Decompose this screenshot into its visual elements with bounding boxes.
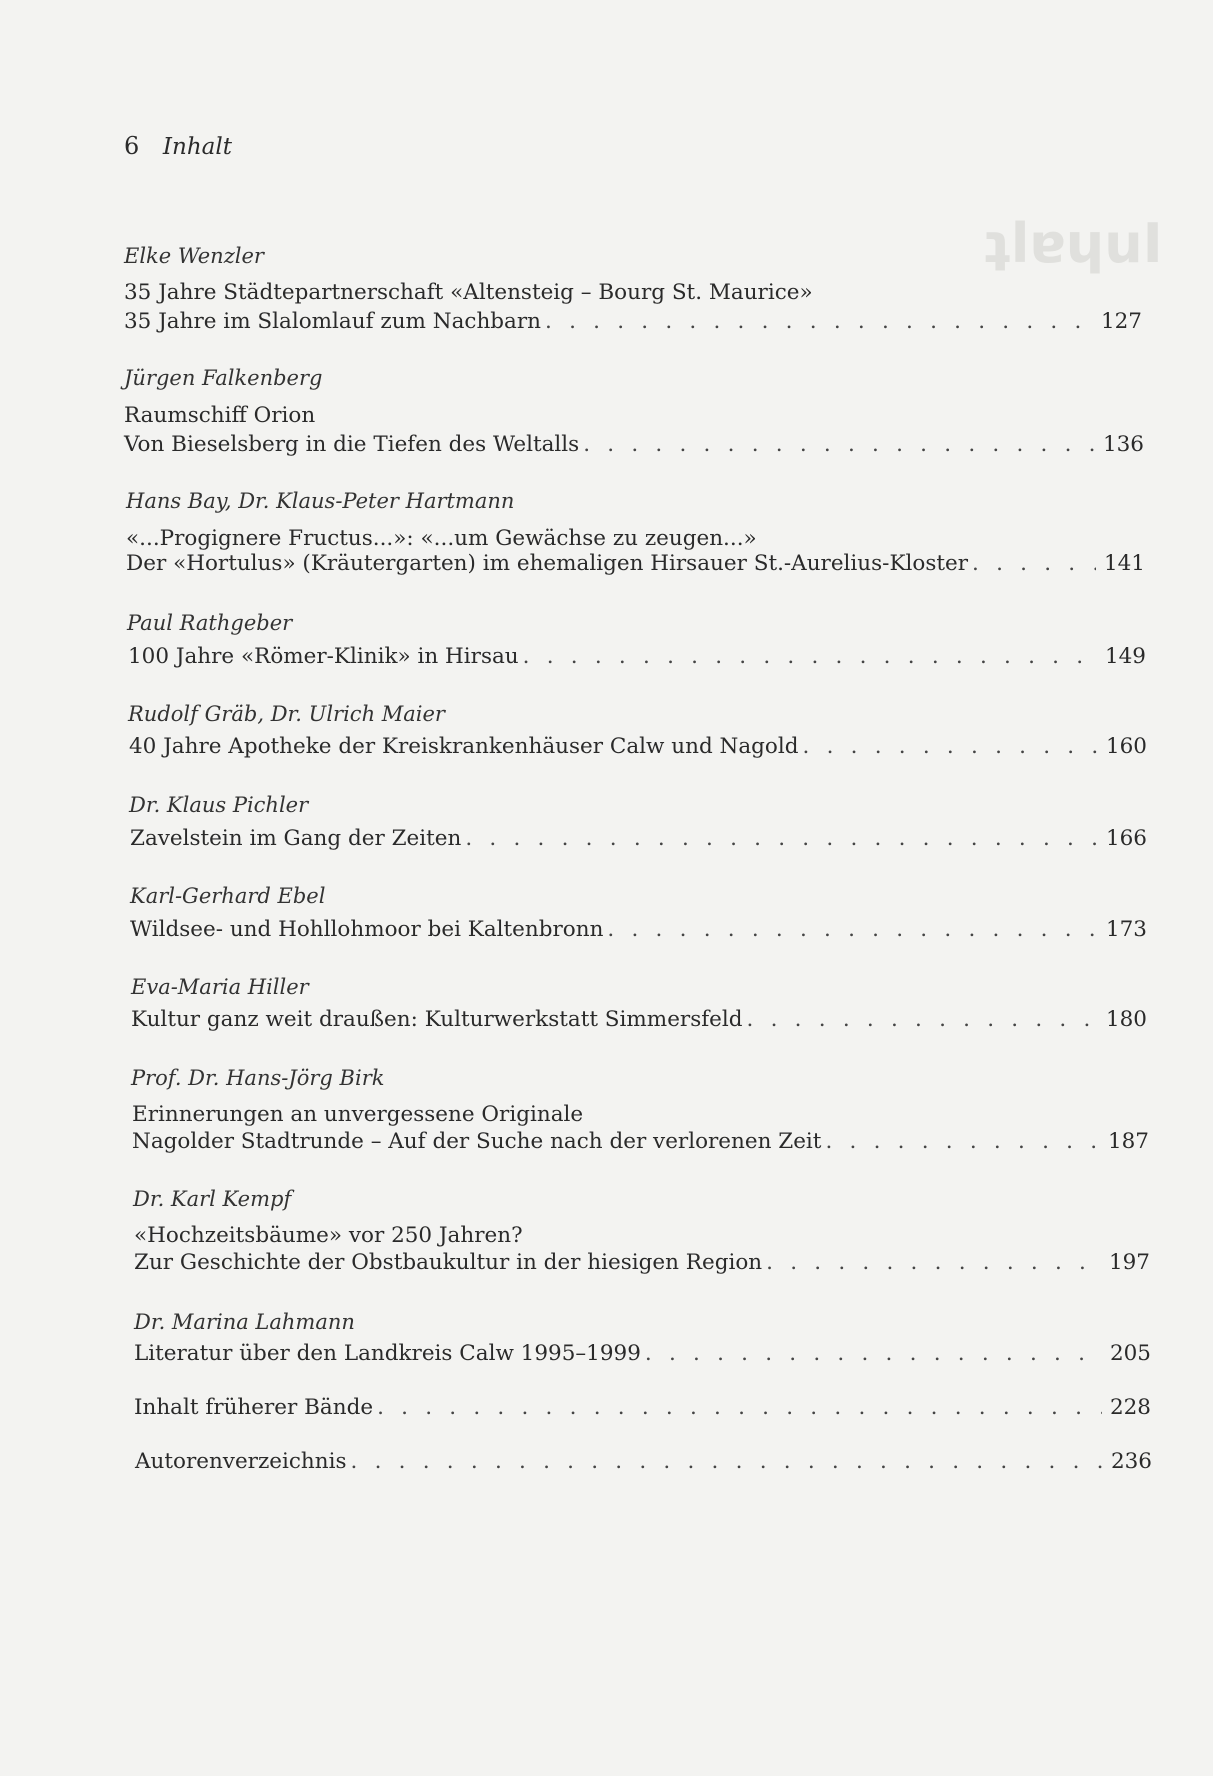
leader-dots — [803, 734, 1098, 759]
entry-title: Inhalt früherer Bände — [134, 1395, 374, 1420]
entry-author: Karl-Gerhard Ebel — [130, 884, 326, 908]
leader-dots — [645, 1341, 1102, 1366]
entry-page: 173 — [1105, 917, 1147, 942]
entry-title: Zur Geschichte der Obstbaukultur in der hiesigen Region — [134, 1250, 763, 1275]
toc-line-author-index[interactable] — [135, 1449, 1152, 1474]
entry-page: 205 — [1109, 1341, 1151, 1366]
entry-page: 166 — [1105, 826, 1147, 851]
entry-title: Kultur ganz weit draußen: Kulturwerkstatt Simmersfeld — [131, 1007, 743, 1032]
entry-title: 35 Jahre im Slalomlauf zum Nachbarn — [124, 309, 541, 334]
entry-title: Nagolder Stadtrunde – Auf der Suche nach der verlorenen Zeit — [132, 1129, 822, 1154]
entry-title: Zavelstein im Gang der Zeiten — [130, 826, 462, 851]
toc-line[interactable] — [124, 432, 1144, 457]
toc-line[interactable] — [128, 644, 1146, 669]
page-number: 6 — [124, 132, 140, 160]
entry-page: 160 — [1105, 734, 1147, 759]
entry-author: Elke Wenzler — [124, 244, 264, 268]
entry-title: 100 Jahre «Römer-Klinik» in Hirsau — [128, 644, 519, 669]
entry-page: 136 — [1102, 432, 1144, 457]
toc-line[interactable] — [132, 1129, 1149, 1154]
entry-title: Der «Hortulus» (Kräutergarten) im ehemaligen Hirsauer St.-Aurelius-Kloster — [126, 551, 969, 576]
section-title: Inhalt — [162, 134, 232, 160]
entry-page: 187 — [1107, 1129, 1149, 1154]
entry-author: Eva-Maria Hiller — [131, 975, 309, 999]
entry-subtitle: Erinnerungen an unvergessene Originale — [132, 1102, 584, 1127]
entry-author: Hans Bay, Dr. Klaus-Peter Hartmann — [126, 489, 515, 513]
leader-dots — [545, 309, 1093, 334]
bleed-through-heading: ʇlɐɥuI — [985, 212, 1163, 275]
entry-title: Von Bieselsberg in die Tiefen des Weltalls — [124, 432, 580, 457]
leader-dots — [747, 1007, 1098, 1032]
running-header — [124, 132, 232, 160]
entry-author: Paul Rathgeber — [127, 611, 293, 635]
leader-dots — [351, 1449, 1103, 1474]
toc-line[interactable] — [130, 917, 1147, 942]
toc-line[interactable] — [134, 1341, 1151, 1366]
entry-subtitle: Raumschiff Orion — [124, 403, 316, 428]
entry-page: 127 — [1100, 309, 1142, 334]
toc-line[interactable] — [130, 826, 1147, 851]
entry-subtitle: «Hochzeitsbäume» vor 250 Jahren? — [134, 1223, 523, 1248]
entry-title: 40 Jahre Apotheke der Kreiskrankenhäuser Calw und Nagold — [129, 734, 799, 759]
entry-page: 236 — [1110, 1449, 1152, 1474]
toc-line-earlier-volumes[interactable] — [134, 1395, 1151, 1420]
entry-title: Autorenverzeichnis — [135, 1449, 347, 1474]
entry-subtitle: 35 Jahre Städtepartnerschaft «Altensteig – Bourg St. Maurice» — [124, 280, 813, 305]
entry-page: 228 — [1109, 1395, 1151, 1420]
entry-subtitle: «...Progignere Fructus...»: «...um Gewächse zu zeugen...» — [126, 526, 757, 551]
toc-line[interactable] — [129, 734, 1147, 759]
entry-author: Rudolf Gräb, Dr. Ulrich Maier — [128, 702, 445, 726]
leader-dots — [766, 1250, 1101, 1275]
toc-line[interactable] — [126, 551, 1145, 576]
toc-line[interactable] — [131, 1007, 1147, 1032]
entry-page: 149 — [1104, 644, 1146, 669]
entry-author: Prof. Dr. Hans-Jörg Birk — [131, 1066, 385, 1090]
entry-author: Jürgen Falkenberg — [124, 366, 323, 390]
entry-author: Dr. Klaus Pichler — [129, 793, 309, 817]
toc-line[interactable] — [124, 309, 1142, 334]
entry-page: 180 — [1105, 1007, 1147, 1032]
entry-author: Dr. Marina Lahmann — [134, 1310, 355, 1334]
entry-page: 141 — [1103, 551, 1145, 576]
entry-title: Literatur über den Landkreis Calw 1995–1999 — [134, 1341, 641, 1366]
leader-dots — [825, 1129, 1100, 1154]
leader-dots — [377, 1395, 1102, 1420]
leader-dots — [523, 644, 1097, 669]
leader-dots — [465, 826, 1098, 851]
entry-author: Dr. Karl Kempf — [133, 1187, 292, 1211]
entry-title: Wildsee- und Hohllohmoor bei Kaltenbronn — [130, 917, 604, 942]
leader-dots — [972, 551, 1096, 576]
toc-line[interactable] — [134, 1250, 1150, 1275]
leader-dots — [607, 917, 1098, 942]
entry-page: 197 — [1108, 1250, 1150, 1275]
leader-dots — [583, 432, 1095, 457]
